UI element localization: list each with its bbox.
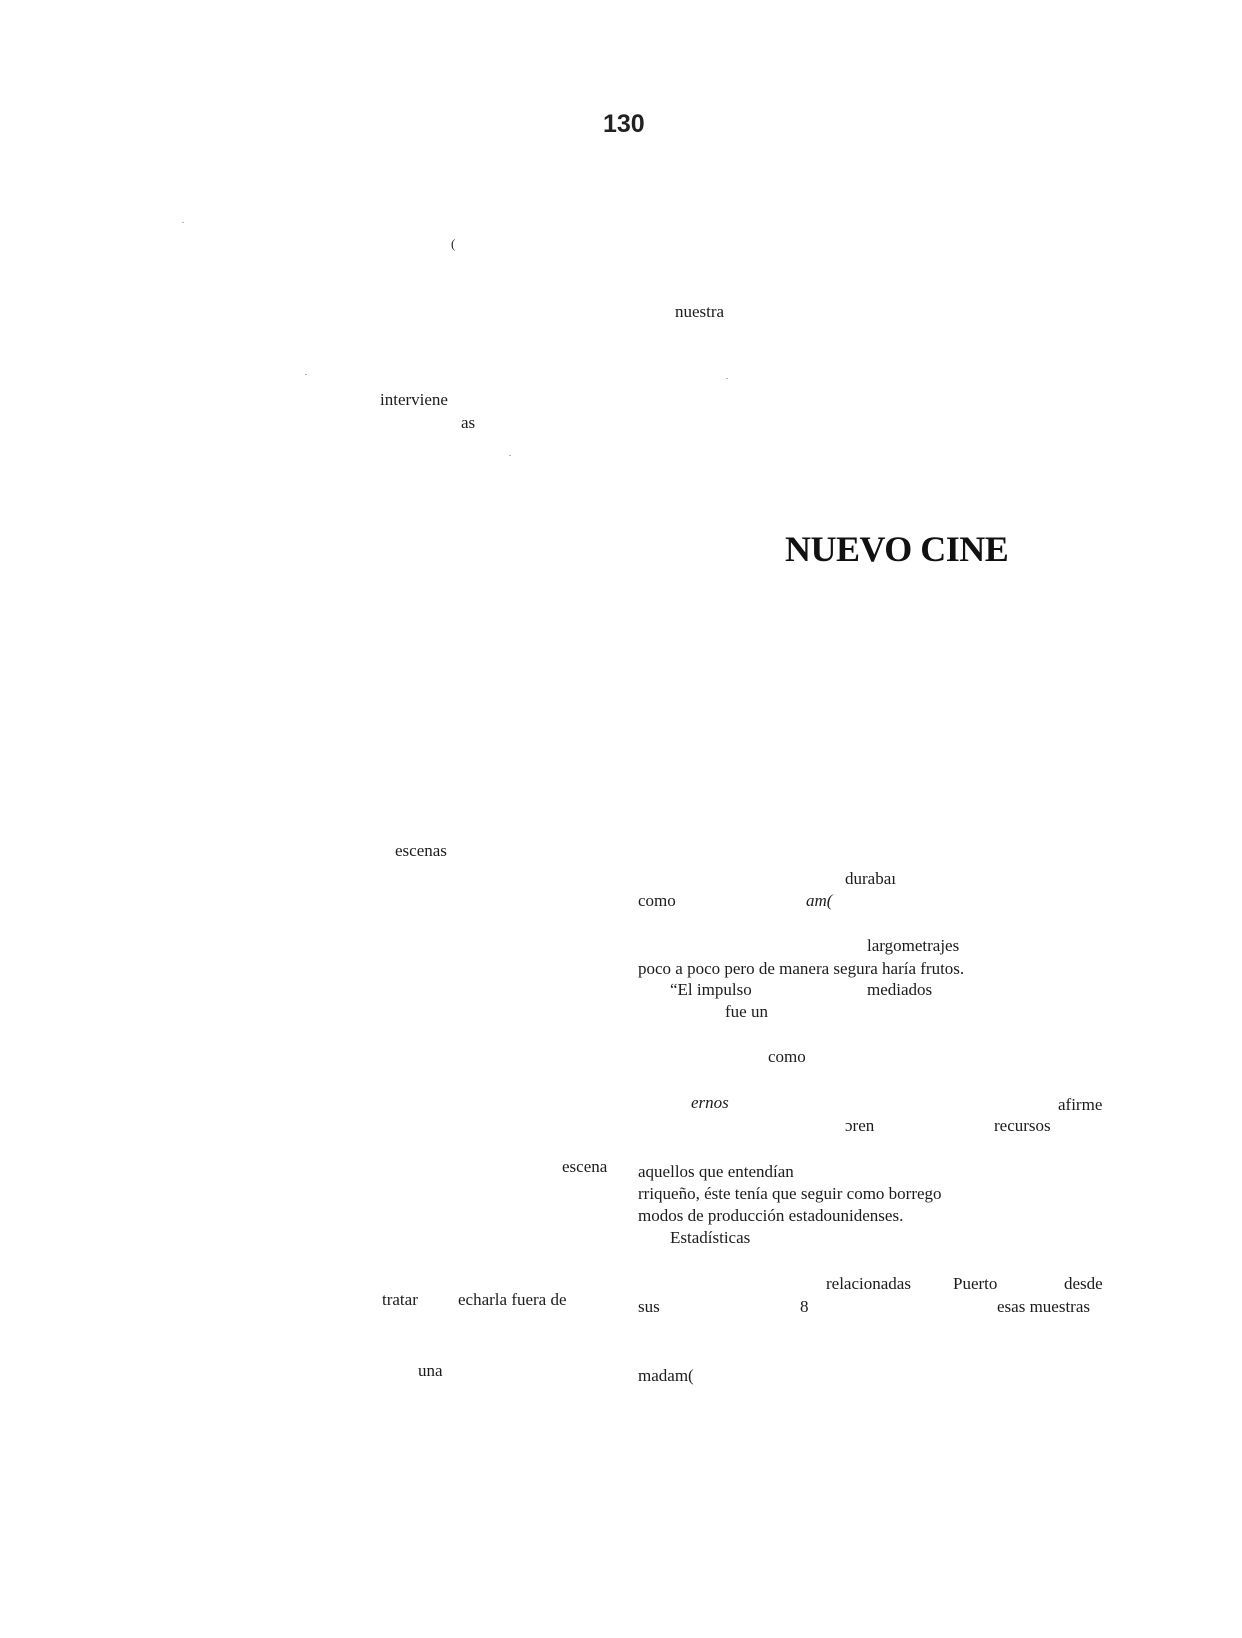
text-fragment: “El impulso <box>670 980 752 999</box>
text-fragment: rriqueño, éste tenía que seguir como borrego <box>638 1184 942 1203</box>
text-fragment: interviene <box>380 390 448 409</box>
text-fragment: esas muestras <box>997 1297 1091 1316</box>
text-fragment: echarla fuera de <box>458 1290 567 1309</box>
text-fragment: relacionadas <box>826 1274 911 1293</box>
speck <box>509 455 511 456</box>
text-fragment: Estadísticas <box>670 1228 751 1247</box>
text-fragment: desde <box>1064 1274 1103 1293</box>
text-fragment: sus <box>638 1297 660 1316</box>
text-fragment: modos de producción estadounidenses. <box>638 1206 904 1225</box>
text-fragment: nuestra <box>675 302 725 321</box>
page-number: 130 <box>603 110 645 138</box>
text-fragment: como <box>768 1047 806 1066</box>
text-fragment: as <box>461 413 476 432</box>
text-fragment: escena <box>562 1157 608 1176</box>
text-fragment: poco a poco pero de manera segura haría frutos. <box>638 959 965 978</box>
text-fragment: durabaı <box>845 869 896 888</box>
speck <box>305 374 307 375</box>
text-fragment: ɔren <box>845 1116 875 1135</box>
text-fragment: como <box>638 891 676 910</box>
text-fragment: ernos <box>691 1093 729 1112</box>
text-fragment: una <box>418 1361 443 1380</box>
text-fragment: recursos <box>994 1116 1051 1135</box>
text-fragment: aquellos que entendían <box>638 1162 794 1181</box>
text-fragment: ( <box>451 236 456 251</box>
text-fragment: fue un <box>725 1002 768 1021</box>
text-fragment: tratar <box>382 1290 418 1309</box>
speck <box>726 378 728 379</box>
text-fragment: escenas <box>395 841 447 860</box>
text-fragment: largometrajes <box>867 936 960 955</box>
section-heading: NUEVO CINE <box>785 529 1009 569</box>
text-fragment: mediados <box>867 980 933 999</box>
text-fragment: 8 <box>800 1297 809 1316</box>
speck <box>182 222 184 223</box>
text-fragment: Puerto <box>953 1274 998 1293</box>
text-fragment: afirme <box>1058 1095 1103 1114</box>
text-fragment: madam( <box>638 1366 694 1385</box>
text-fragment: am( <box>806 891 833 910</box>
